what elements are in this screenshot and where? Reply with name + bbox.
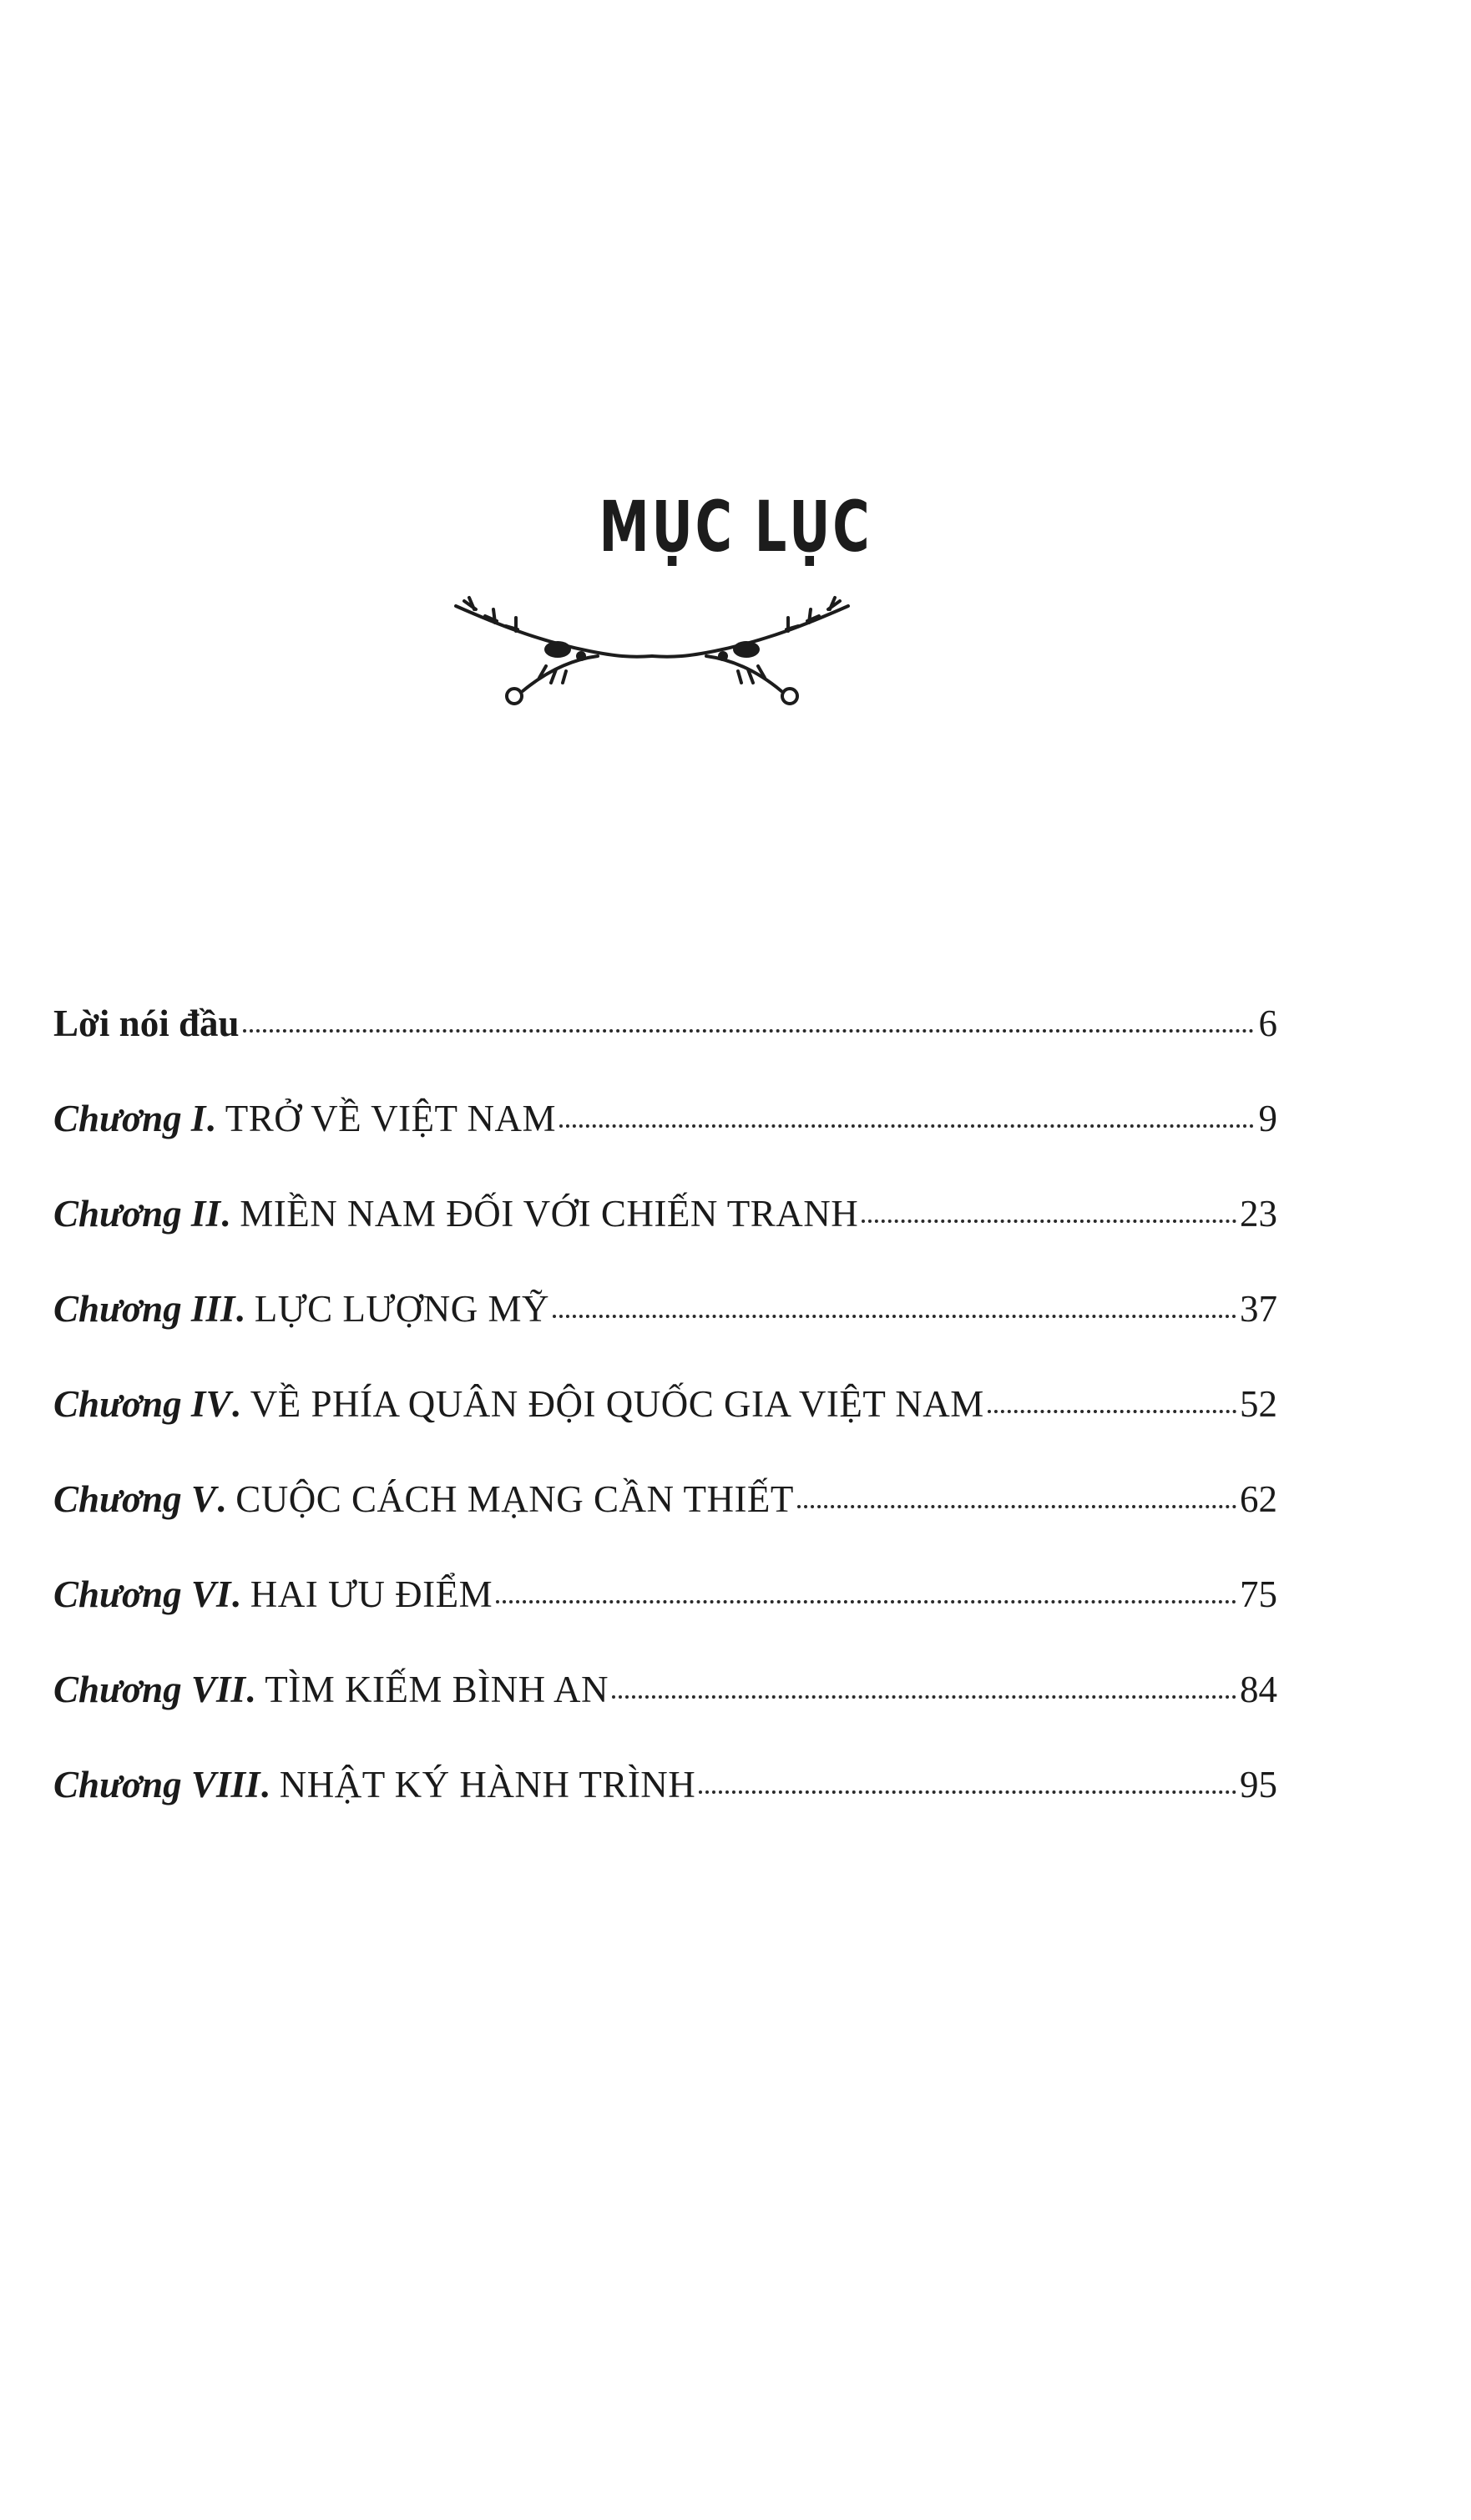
toc-entry-separator: . [230, 1383, 240, 1425]
floral-divider-icon [447, 591, 857, 716]
toc-page-number: 37 [1240, 1288, 1277, 1330]
toc-page-number: 23 [1240, 1193, 1277, 1235]
toc-dot-leader [243, 1029, 1254, 1033]
toc-entry-label: Chương II [53, 1193, 220, 1235]
toc-entry-separator: . [245, 1669, 255, 1710]
toc-entry-label: Lời nói đầu [53, 1002, 240, 1044]
toc-entry [53, 1287, 1277, 1382]
toc-entry-title: NHẬT KÝ HÀNH TRÌNH [279, 1764, 696, 1805]
toc-entry [53, 1192, 1277, 1287]
toc-dot-leader [553, 1315, 1236, 1318]
toc-entry [53, 1477, 1277, 1573]
toc-entry [53, 1763, 1277, 1858]
toc-page-number: 9 [1258, 1098, 1277, 1139]
toc-entry-title: TRỞ VỀ VIỆT NAM [225, 1098, 556, 1139]
toc-dot-leader [988, 1410, 1236, 1413]
toc-entry [53, 1002, 1277, 1097]
toc-entry [53, 1668, 1277, 1763]
toc-page-number: 84 [1240, 1669, 1277, 1710]
toc-entry-separator: . [215, 1478, 226, 1520]
toc-dot-leader [496, 1600, 1236, 1603]
toc-entry-label: Chương VIII [53, 1764, 260, 1805]
toc-entry-separator: . [220, 1193, 230, 1235]
toc-entry-separator: . [260, 1764, 270, 1805]
toc-entry-label: Chương VII [53, 1669, 245, 1710]
toc-entry-label: Chương V [53, 1478, 216, 1520]
toc-dot-leader [612, 1695, 1236, 1699]
toc-entry-label: Chương III [53, 1288, 235, 1330]
toc-entry-label: Chương VI [53, 1573, 231, 1615]
toc-entry-label: Chương I [53, 1098, 206, 1139]
toc-dot-leader [699, 1790, 1236, 1794]
page-title: MỤC LỤC [599, 486, 872, 568]
toc-entry-separator: . [230, 1573, 240, 1615]
toc-entry-title: TÌM KIẾM BÌNH AN [265, 1669, 609, 1710]
toc-entry [53, 1097, 1277, 1192]
toc-entry [53, 1382, 1277, 1477]
toc-page-number: 95 [1240, 1764, 1277, 1805]
toc-page-number: 75 [1240, 1573, 1277, 1615]
toc-entry-title: LỰC LƯỢNG MỸ [254, 1288, 550, 1330]
toc-page-number: 6 [1258, 1002, 1277, 1044]
toc-entry-separator: . [235, 1288, 245, 1330]
toc-entry-separator: . [205, 1098, 215, 1139]
toc-entry-title: CUỘC CÁCH MẠNG CẦN THIẾT [235, 1478, 794, 1520]
table-of-contents [53, 1002, 1277, 1858]
toc-dot-leader [559, 1124, 1254, 1128]
toc-dot-leader [797, 1505, 1236, 1508]
toc-dot-leader [862, 1220, 1236, 1223]
toc-entry-label: Chương IV [53, 1383, 231, 1425]
toc-page-number: 52 [1240, 1383, 1277, 1425]
toc-entry-title: HAI ƯU ĐIỂM [250, 1573, 493, 1615]
toc-page-number: 62 [1240, 1478, 1277, 1520]
toc-entry [53, 1573, 1277, 1668]
toc-entry-title: MIỀN NAM ĐỐI VỚI CHIẾN TRANH [240, 1193, 859, 1235]
toc-entry-title: VỀ PHÍA QUÂN ĐỘI QUỐC GIA VIỆT NAM [250, 1383, 984, 1425]
